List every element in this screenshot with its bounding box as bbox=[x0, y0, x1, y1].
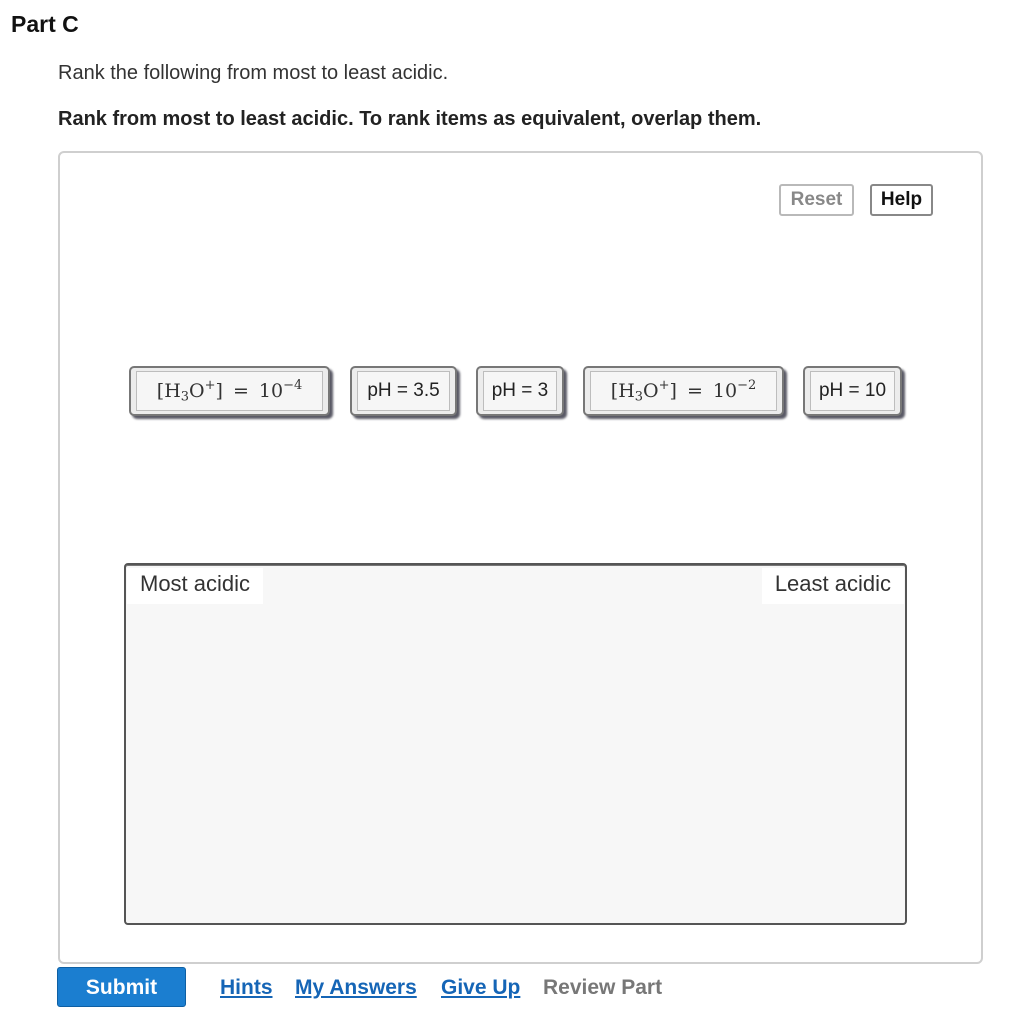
tile-face bbox=[483, 371, 557, 411]
tile-bracket-close: ] bbox=[215, 380, 223, 402]
tile-species-o: O bbox=[189, 380, 205, 402]
tile-base: 10 bbox=[258, 380, 284, 402]
review-part-label: Review Part bbox=[543, 976, 663, 999]
tile-math bbox=[610, 378, 757, 405]
help-button[interactable]: Help bbox=[870, 184, 933, 216]
tile-exponent: −4 bbox=[283, 378, 303, 394]
tile-bracket-close: ] bbox=[669, 380, 677, 402]
tile-equals: = bbox=[686, 380, 703, 402]
rank-tile-ph-10[interactable] bbox=[803, 366, 902, 416]
tile-charge: + bbox=[204, 378, 216, 394]
tile-subscript: 3 bbox=[634, 389, 644, 405]
tile-math bbox=[156, 378, 303, 405]
tile-equals: = bbox=[232, 380, 249, 402]
hints-link[interactable]: Hints bbox=[220, 976, 273, 999]
tile-subscript: 3 bbox=[180, 389, 190, 405]
tile-species-o: O bbox=[643, 380, 659, 402]
rank-tile-ph-3-5[interactable] bbox=[350, 366, 457, 416]
tile-label: pH = 3 bbox=[491, 380, 549, 401]
tile-exponent: −2 bbox=[737, 378, 757, 394]
reset-button[interactable]: Reset bbox=[779, 184, 854, 216]
rank-tile-h3o-1e-4[interactable] bbox=[129, 366, 330, 416]
submit-button[interactable]: Submit bbox=[57, 967, 186, 1007]
tile-base: 10 bbox=[712, 380, 738, 402]
least-acidic-label: Least acidic bbox=[762, 568, 904, 604]
tile-face bbox=[136, 371, 323, 411]
instruction-text: Rank from most to least acidic. To rank items as equivalent, overlap them. bbox=[58, 108, 762, 130]
tile-face bbox=[590, 371, 777, 411]
tile-bracket-open: [ bbox=[156, 380, 165, 402]
most-acidic-label: Most acidic bbox=[127, 568, 263, 604]
part-title: Part C bbox=[11, 11, 79, 37]
tile-face bbox=[810, 371, 895, 411]
tile-face bbox=[357, 371, 450, 411]
ranking-dropzone[interactable] bbox=[124, 563, 907, 925]
tile-charge: + bbox=[658, 378, 670, 394]
give-up-link[interactable]: Give Up bbox=[441, 976, 521, 999]
rank-tile-ph-3[interactable] bbox=[476, 366, 564, 416]
tile-species-h: H bbox=[618, 380, 635, 402]
tile-label: pH = 10 bbox=[818, 380, 887, 401]
my-answers-link[interactable]: My Answers bbox=[295, 976, 417, 999]
question-text: Rank the following from most to least acidic. bbox=[58, 62, 449, 84]
rank-tile-h3o-1e-2[interactable] bbox=[583, 366, 784, 416]
tile-bracket-open: [ bbox=[610, 380, 619, 402]
tile-label: pH = 3.5 bbox=[367, 380, 440, 401]
tile-species-h: H bbox=[164, 380, 181, 402]
